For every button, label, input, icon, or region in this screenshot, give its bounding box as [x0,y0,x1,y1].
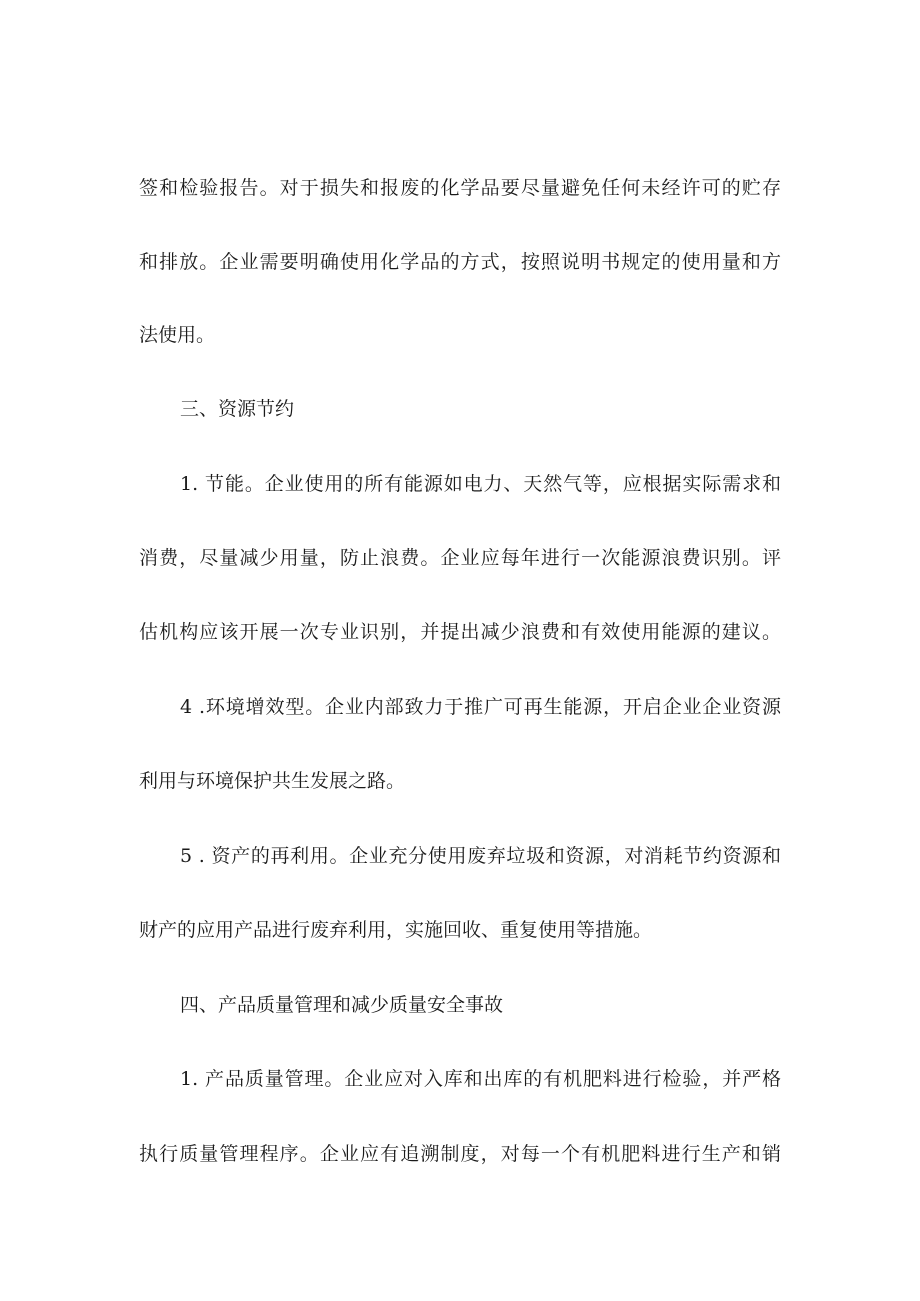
paragraph-line: 5 . 资产的再利用。企业充分使用废弃垃圾和资源，对消耗节约资源和 [180,845,781,867]
paragraph-line: 4 .环境增效型。企业内部致力于推广可再生能源，开启企业企业资源 [180,696,781,718]
paragraph-line: 签和检验报告。对于损失和报废的化学品要尽量避免任何未经许可的贮存 [139,177,781,199]
paragraph-line: 1. 节能。企业使用的所有能源如电力、天然气等，应根据实际需求和 [180,473,781,495]
paragraph-line: 利用与环境保护共生发展之路。 [139,770,406,792]
section-heading: 三、资源节约 [180,398,295,420]
paragraph-line: 估机构应该开展一次专业识别，并提出减少浪费和有效使用能源的建议。 [139,621,781,643]
section-heading: 四、产品质量管理和减少质量安全事故 [180,994,504,1016]
paragraph-line: 消费，尽量减少用量，防止浪费。企业应每年进行一次能源浪费识别。评 [139,547,781,569]
paragraph-line: 1. 产品质量管理。企业应对入库和出库的有机肥料进行检验，并严格 [180,1068,781,1090]
paragraph-line: 和排放。企业需要明确使用化学品的方式，按照说明书规定的使用量和方 [139,251,781,273]
paragraph-line: 执行质量管理程序。企业应有追溯制度，对每一个有机肥料进行生产和销 [139,1143,781,1165]
paragraph-line: 财产的应用产品进行废弃利用，实施回收、重复使用等措施。 [139,919,653,941]
paragraph-line: 法使用。 [139,324,216,346]
